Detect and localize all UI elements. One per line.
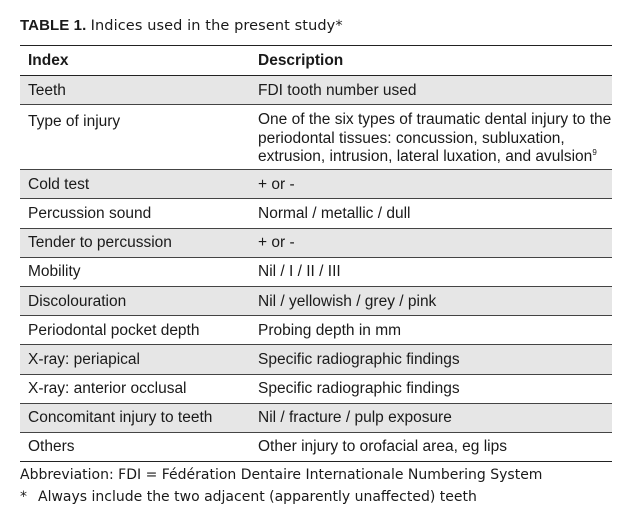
row-description-others: Other injury to orofacial area, eg lips: [258, 438, 507, 456]
row-description-type-of-injury: [250, 105, 612, 170]
table-row: [20, 199, 612, 228]
table-row: [20, 105, 612, 170]
row-description-tender-to-percussion: + or -: [258, 234, 295, 252]
table-row: [20, 286, 612, 315]
column-header-index: Index: [28, 52, 69, 69]
row-index-mobility: Mobility: [28, 263, 81, 281]
table-row: [20, 170, 612, 199]
row-index-concomitant-injury: Concomitant injury to teeth: [28, 409, 213, 427]
type-of-injury-text: One of the six types of traumatic dental injury to the periodontal tissues: concussion, subluxation, extrusion, intrusion, lateral luxation, and avulsion: [258, 111, 612, 166]
reference-superscript: 9: [592, 148, 597, 158]
table-header-row: [20, 46, 612, 76]
abbreviation-note: Abbreviation: FDI = Fédération Dentaire Internationale Numbering System: [20, 467, 543, 483]
table-row: [20, 345, 612, 374]
asterisk-note: [20, 486, 542, 508]
table-row: [20, 374, 612, 403]
row-description-percussion-sound: Normal / metallic / dull: [258, 204, 411, 222]
row-index-periodontal-pocket-depth: Periodontal pocket depth: [28, 321, 200, 339]
row-description-mobility: Nil / I / II / III: [258, 263, 341, 281]
row-index-others: Others: [28, 438, 75, 456]
row-description-xray-periapical: Specific radiographic findings: [258, 350, 460, 368]
row-description-discolouration: Nil / yellowish / grey / pink: [258, 292, 437, 310]
table-footnotes: [20, 464, 542, 508]
row-description-concomitant-injury: Nil / fracture / pulp exposure: [258, 409, 452, 427]
row-description-xray-anterior-occlusal: Specific radiographic findings: [258, 380, 460, 398]
table-row: [20, 432, 612, 461]
asterisk-mark: *: [20, 489, 27, 505]
column-header-description: Description: [258, 52, 344, 69]
asterisk-note-text: Always include the two adjacent (apparently unaffected) teeth: [38, 489, 477, 505]
indices-table: [20, 45, 612, 462]
row-index-discolouration: Discolouration: [28, 292, 127, 310]
row-index-teeth: Teeth: [28, 81, 66, 99]
row-description-cold-test: + or -: [258, 175, 295, 193]
table-caption: [20, 17, 343, 34]
table-row: [20, 403, 612, 432]
row-index-xray-anterior-occlusal: X-ray: anterior occlusal: [28, 380, 187, 398]
table-row: [20, 228, 612, 257]
table-row: [20, 257, 612, 286]
table-row: [20, 316, 612, 345]
row-index-xray-periapical: X-ray: periapical: [28, 350, 140, 368]
table-title: Indices used in the present study*: [90, 18, 343, 34]
row-index-tender-to-percussion: Tender to percussion: [28, 234, 172, 252]
row-index-cold-test: Cold test: [28, 175, 90, 193]
row-description-periodontal-pocket-depth: Probing depth in mm: [258, 321, 402, 339]
table-label: TABLE 1.: [20, 17, 87, 34]
row-description-teeth: FDI tooth number used: [258, 81, 417, 99]
table-row: [20, 76, 612, 105]
row-index-percussion-sound: Percussion sound: [28, 204, 152, 222]
row-index-type-of-injury: Type of injury: [28, 113, 121, 131]
